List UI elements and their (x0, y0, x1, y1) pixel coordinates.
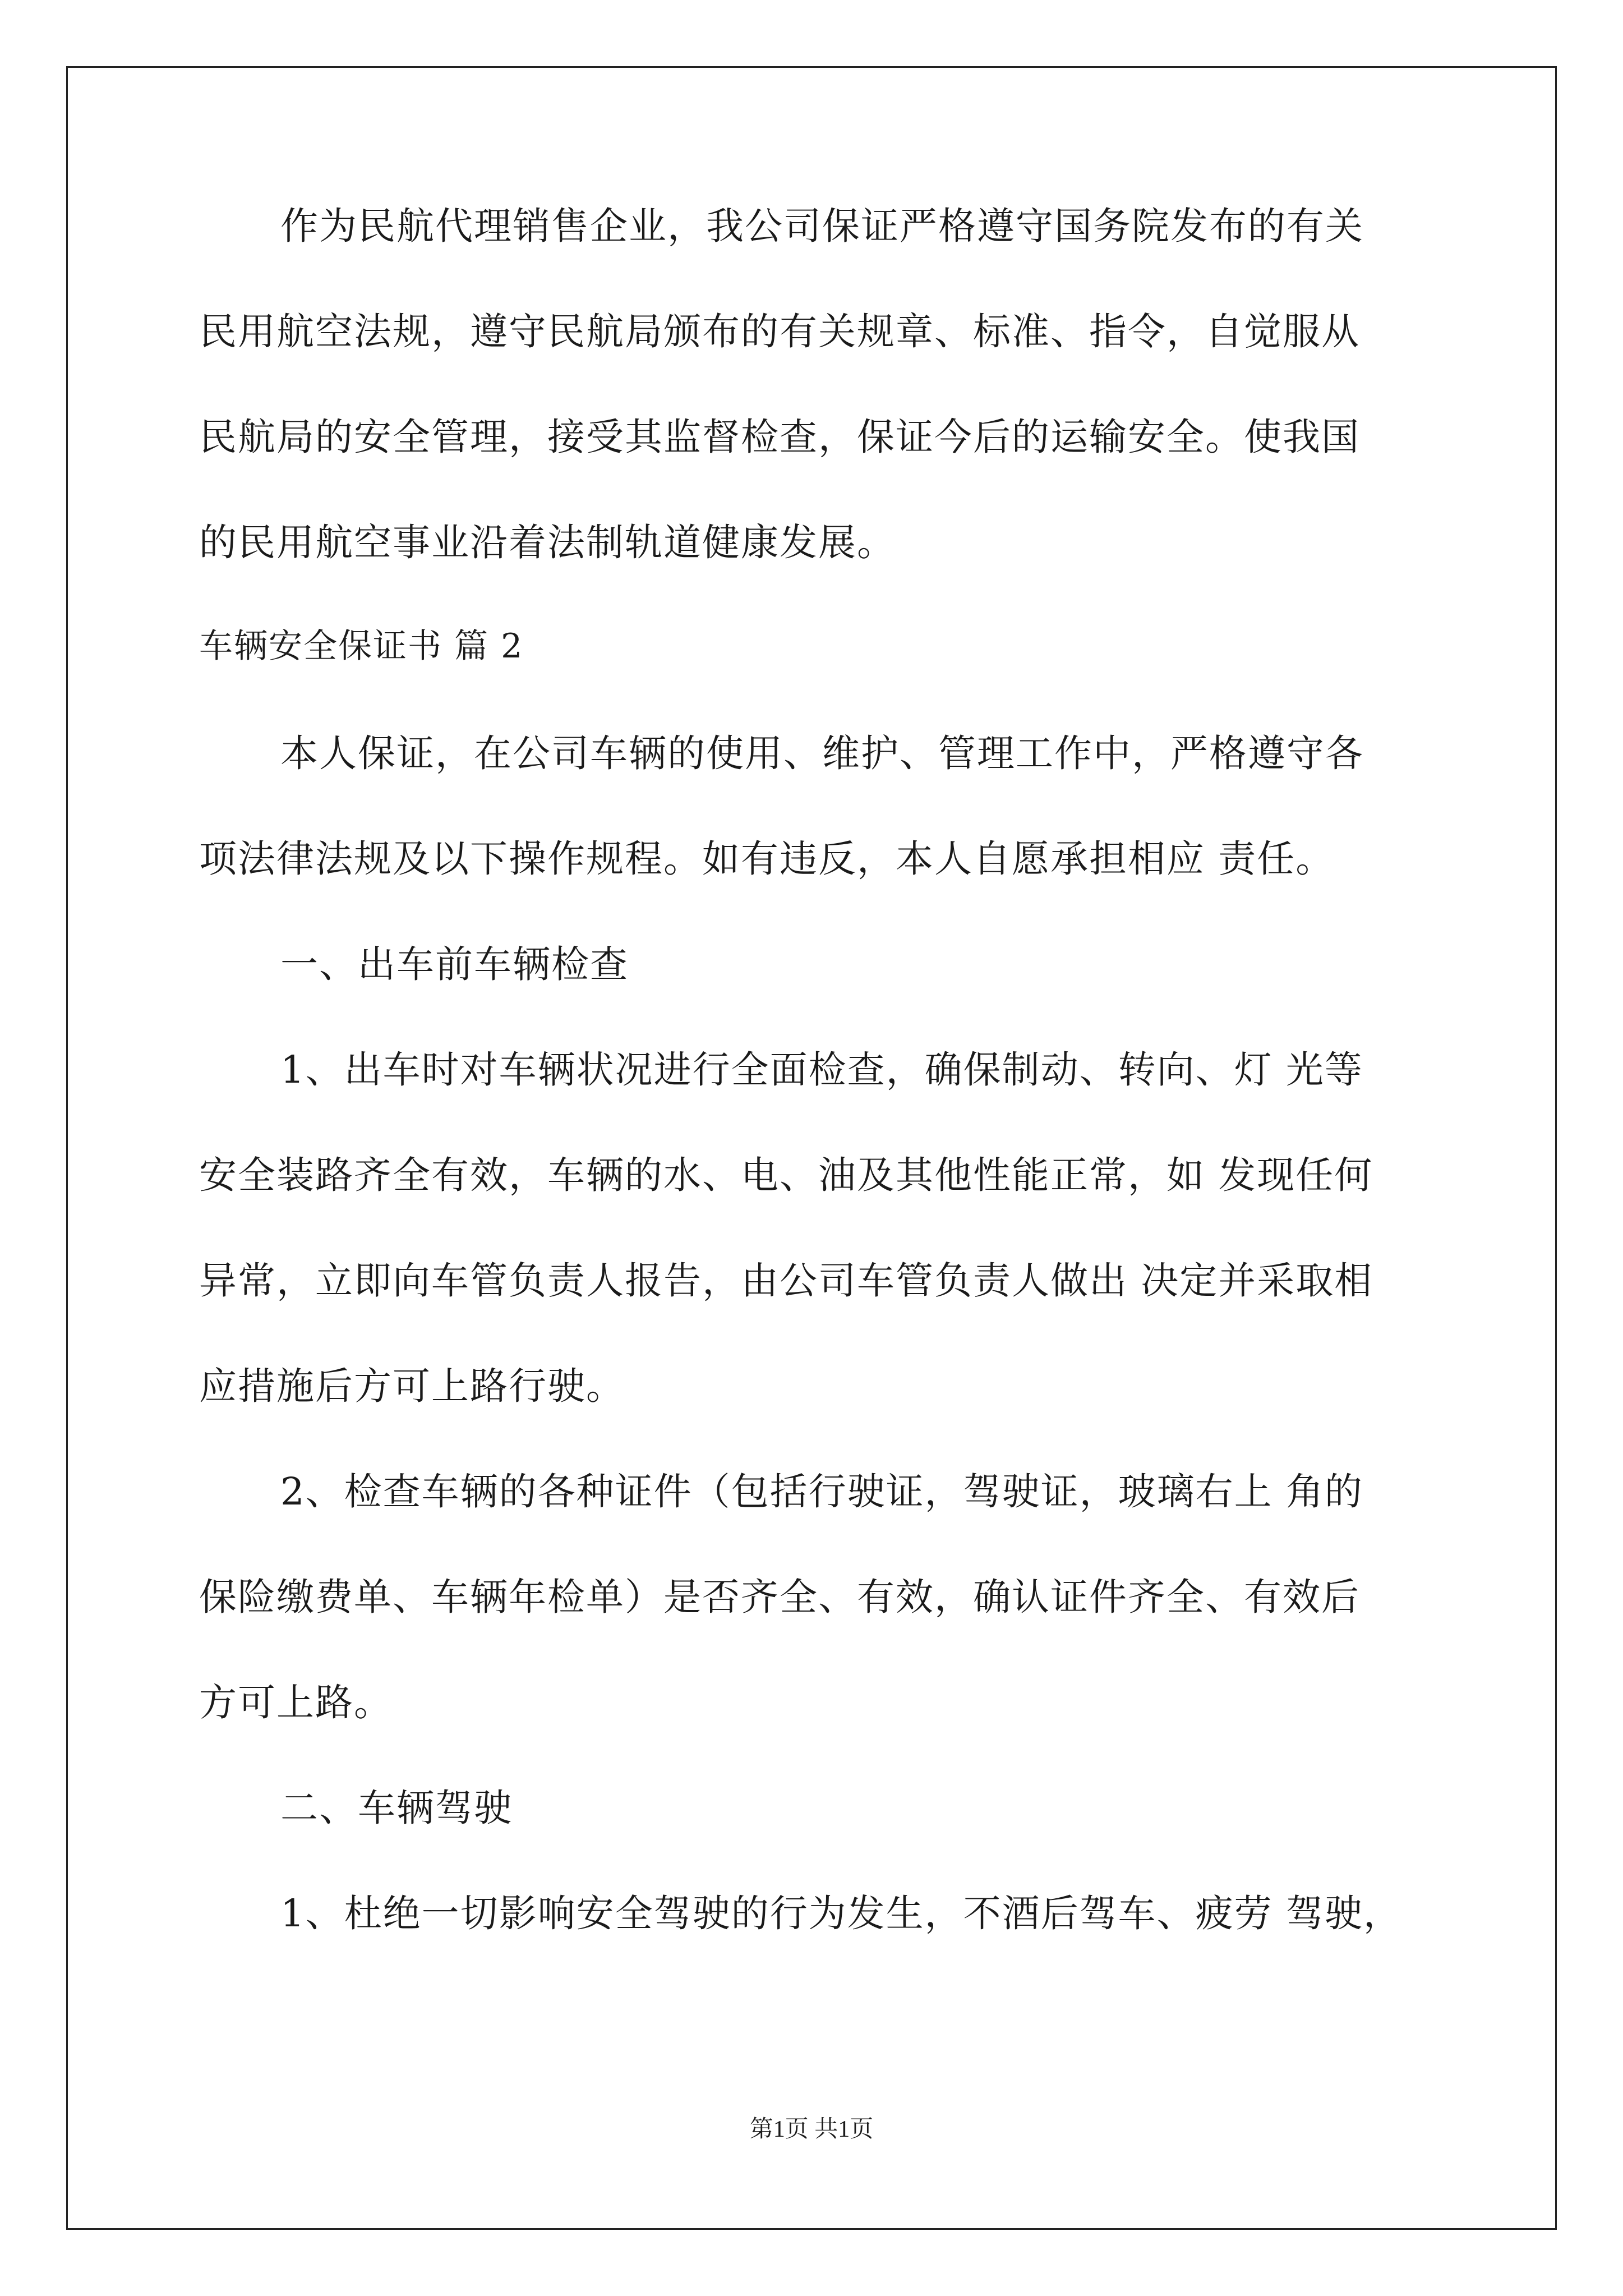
section-title: 一、出车前车辆检查 (280, 942, 629, 986)
list-item-line: 异常，立即向车管负责人报告，由公司车管负责人做出 决定并采取相 (199, 1259, 1373, 1303)
paragraph-line: 的民用航空事业沿着法制轨道健康发展。 (199, 521, 896, 564)
paragraph-line: 民航局的安全管理，接受其监督检查，保证今后的运输安全。使我国 (199, 415, 1360, 459)
section-title: 二、车辆驾驶 (280, 1786, 513, 1830)
section-heading: 车辆安全保证书 篇 2 (199, 627, 524, 666)
list-item-line: 1、出车时对车辆状况进行全面检查，确保制动、转向、灯 光等 (280, 1048, 1363, 1092)
list-item-line: 应措施后方可上路行驶。 (199, 1364, 625, 1408)
paragraph-line: 本人保证，在公司车辆的使用、维护、管理工作中，严格遵守各 (280, 731, 1364, 775)
list-item-line: 方可上路。 (199, 1681, 393, 1724)
list-item-line: 安全装路齐全有效，车辆的水、电、油及其他性能正常，如 发现任何 (199, 1153, 1373, 1197)
list-item-line: 2、检查车辆的各种证件（包括行驶证，驾驶证，玻璃右上 角的 (280, 1470, 1363, 1513)
page-footer: 第1页 共1页 (749, 2116, 874, 2142)
paragraph-line: 项法律法规及以下操作规程。如有违反，本人自愿承担相应 责任。 (199, 837, 1335, 881)
paragraph-line: 民用航空法规，遵守民航局颁布的有关规章、标准、指令，自觉服从 (199, 310, 1360, 353)
paragraph-line: 作为民航代理销售企业，我公司保证严格遵守国务院发布的有关 (280, 204, 1364, 248)
list-item-line: 保险缴费单、车辆年检单）是否齐全、有效，确认证件齐全、有效后 (199, 1575, 1360, 1619)
list-item-line: 1、杜绝一切影响安全驾驶的行为发生，不酒后驾车、疲劳 驾驶， (280, 1892, 1402, 1935)
